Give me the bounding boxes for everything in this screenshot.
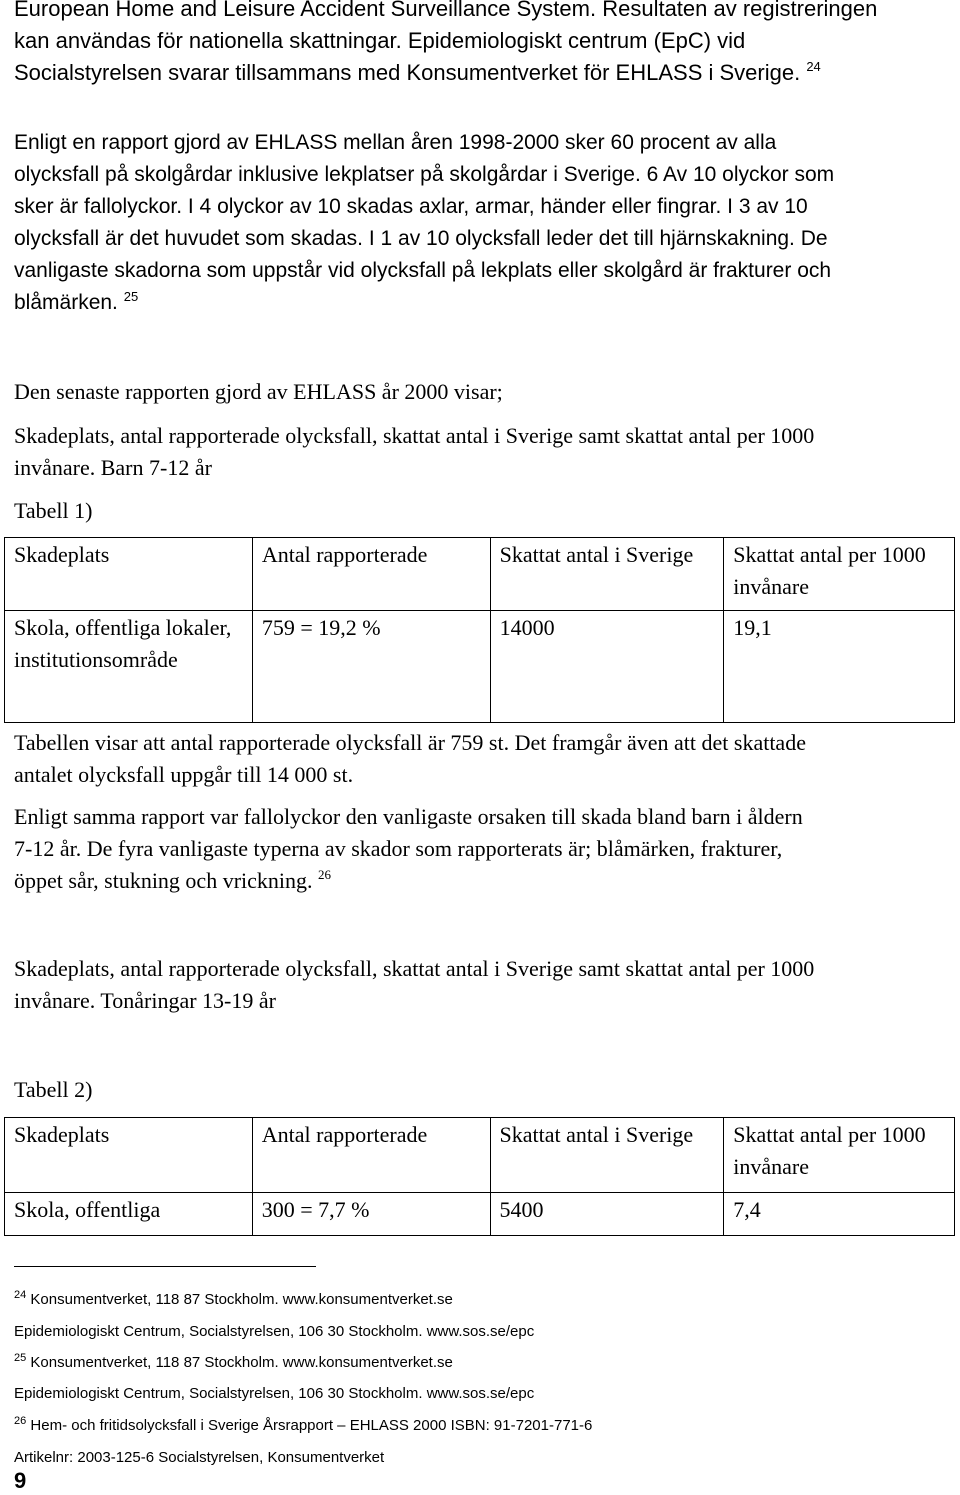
text-line: vanligaste skadorna som uppstår vid olycksfall på lekplats eller skolgård är frakturer och: [14, 259, 832, 282]
table-header-cell: Skadeplats: [5, 1118, 253, 1193]
table1-caption: Tabell 1): [14, 498, 93, 523]
text-line: Tabellen visar att antal rapporterade olycksfall är 759 st. Det framgår även att det skattade: [14, 730, 806, 755]
footnote-number: 26: [14, 1415, 27, 1427]
text-line: [14, 57, 944, 89]
text-line: antalet olycksfall uppgår till 14 000 st.: [14, 762, 354, 787]
text-line: olycksfall på skolgårdar inklusive lekplatser på skolgårdar i Sverige. 6 Av 10 olyckor som: [14, 163, 835, 186]
footnote-ref: 26: [318, 867, 332, 882]
article-number: Artikelnr: 2003-125-6 Socialstyrelsen, Konsumentverket: [14, 1449, 385, 1466]
footnote-number: 25: [14, 1352, 27, 1364]
footnote-text: Konsumentverket, 118 87 Stockholm. www.konsumentverket.se: [30, 1291, 453, 1308]
text-line: Skadeplats, antal rapporterade olycksfall, skattat antal i Sverige samt skattat antal per 1000: [14, 423, 815, 448]
text-line: 7-12 år. De fyra vanligaste typerna av skador som rapporterats är; blåmärken, frakturer,: [14, 836, 783, 861]
text-line: Enligt samma rapport var fallolyckor den vanligaste orsaken till skada bland barn i åldern: [14, 804, 803, 829]
table-cell: 300 = 7,7 %: [252, 1193, 490, 1236]
footnote-24: [14, 1290, 453, 1310]
table-header-cell: Skattat antal per 1000 invånare: [724, 538, 955, 611]
text-span: Socialstyrelsen svarar tillsammans med Konsumentverket för EHLASS i Sverige.: [14, 60, 801, 85]
footnote-ref: 24: [806, 59, 821, 74]
text-line: invånare. Tonåringar 13-19 år: [14, 988, 276, 1013]
footnote-separator: [14, 1266, 316, 1267]
paragraph-skadeplats-barn: [14, 420, 944, 484]
table-header-cell: Skattat antal i Sverige: [490, 1118, 724, 1193]
paragraph-samma: [14, 801, 944, 897]
table-header-cell: Skattat antal i Sverige: [490, 538, 724, 611]
table-header-row: [5, 1118, 955, 1193]
footnote-number: 24: [14, 1289, 27, 1301]
text-line: sker är fallolyckor. I 4 olyckor av 10 skadas axlar, armar, händer eller fingrar. I 3 av 10: [14, 195, 808, 218]
table-header-cell: Antal rapporterade: [252, 1118, 490, 1193]
table-header-cell: Skadeplats: [5, 538, 253, 611]
table2-caption: Tabell 2): [14, 1077, 93, 1102]
text-span: blåmärken.: [14, 291, 118, 314]
text-span: öppet sår, stukning och vrickning.: [14, 868, 313, 893]
footnote-25-cont: Epidemiologiskt Centrum, Socialstyrelsen, 106 30 Stockholm. www.sos.se/epc: [14, 1385, 535, 1402]
table-2: [4, 1117, 955, 1236]
table-cell: Skola, offentliga lokaler, institutionsområde: [5, 611, 253, 723]
paragraph-senaste: Den senaste rapporten gjord av EHLASS år 2000 visar;: [14, 379, 503, 404]
paragraph-rapport: [14, 127, 944, 319]
footnote-ref: 25: [123, 289, 139, 304]
table-row: [5, 611, 955, 723]
table-cell: 19,1: [724, 611, 955, 723]
table-cell: 14000: [490, 611, 724, 723]
text-line: Skadeplats, antal rapporterade olycksfall, skattat antal i Sverige samt skattat antal per 1000: [14, 956, 815, 981]
table-cell: 759 = 19,2 %: [252, 611, 490, 723]
text-line: invånare. Barn 7-12 år: [14, 455, 212, 480]
text-line: European Home and Leisure Accident Surveillance System. Resultaten av registreringen: [14, 0, 878, 21]
footnote-text: Hem- och fritidsolycksfall i Sverige Årsrapport – EHLASS 2000 ISBN: 91-7201-771-6: [30, 1417, 593, 1434]
page-number: 9: [14, 1468, 27, 1493]
footnote-text: Konsumentverket, 118 87 Stockholm. www.konsumentverket.se: [30, 1354, 453, 1371]
table-cell: 7,4: [724, 1193, 955, 1236]
table-header-cell: Skattat antal per 1000 invånare: [724, 1118, 955, 1193]
table-cell: Skola, offentliga: [5, 1193, 253, 1236]
table-cell: 5400: [490, 1193, 724, 1236]
footnote-26: [14, 1416, 592, 1436]
text-line: [14, 287, 944, 319]
text-line: Enligt en rapport gjord av EHLASS mellan åren 1998-2000 sker 60 procent av alla: [14, 131, 777, 154]
text-line: olycksfall är det huvudet som skadas. I 1 av 10 olycksfall leder det till hjärnskakning. De: [14, 227, 828, 250]
table-row: [5, 1193, 955, 1236]
table-1: [4, 537, 955, 723]
paragraph-skadeplats-tonaringar: [14, 953, 944, 1017]
table-header-row: [5, 538, 955, 611]
paragraph-tabellen: [14, 727, 944, 791]
paragraph-intro: [14, 0, 944, 89]
text-line: kan användas för nationella skattningar. Epidemiologiskt centrum (EpC) vid: [14, 28, 746, 53]
table-header-cell: Antal rapporterade: [252, 538, 490, 611]
footnote-25: [14, 1353, 453, 1373]
footnote-24-cont: Epidemiologiskt Centrum, Socialstyrelsen, 106 30 Stockholm. www.sos.se/epc: [14, 1323, 535, 1340]
text-line: [14, 865, 944, 897]
